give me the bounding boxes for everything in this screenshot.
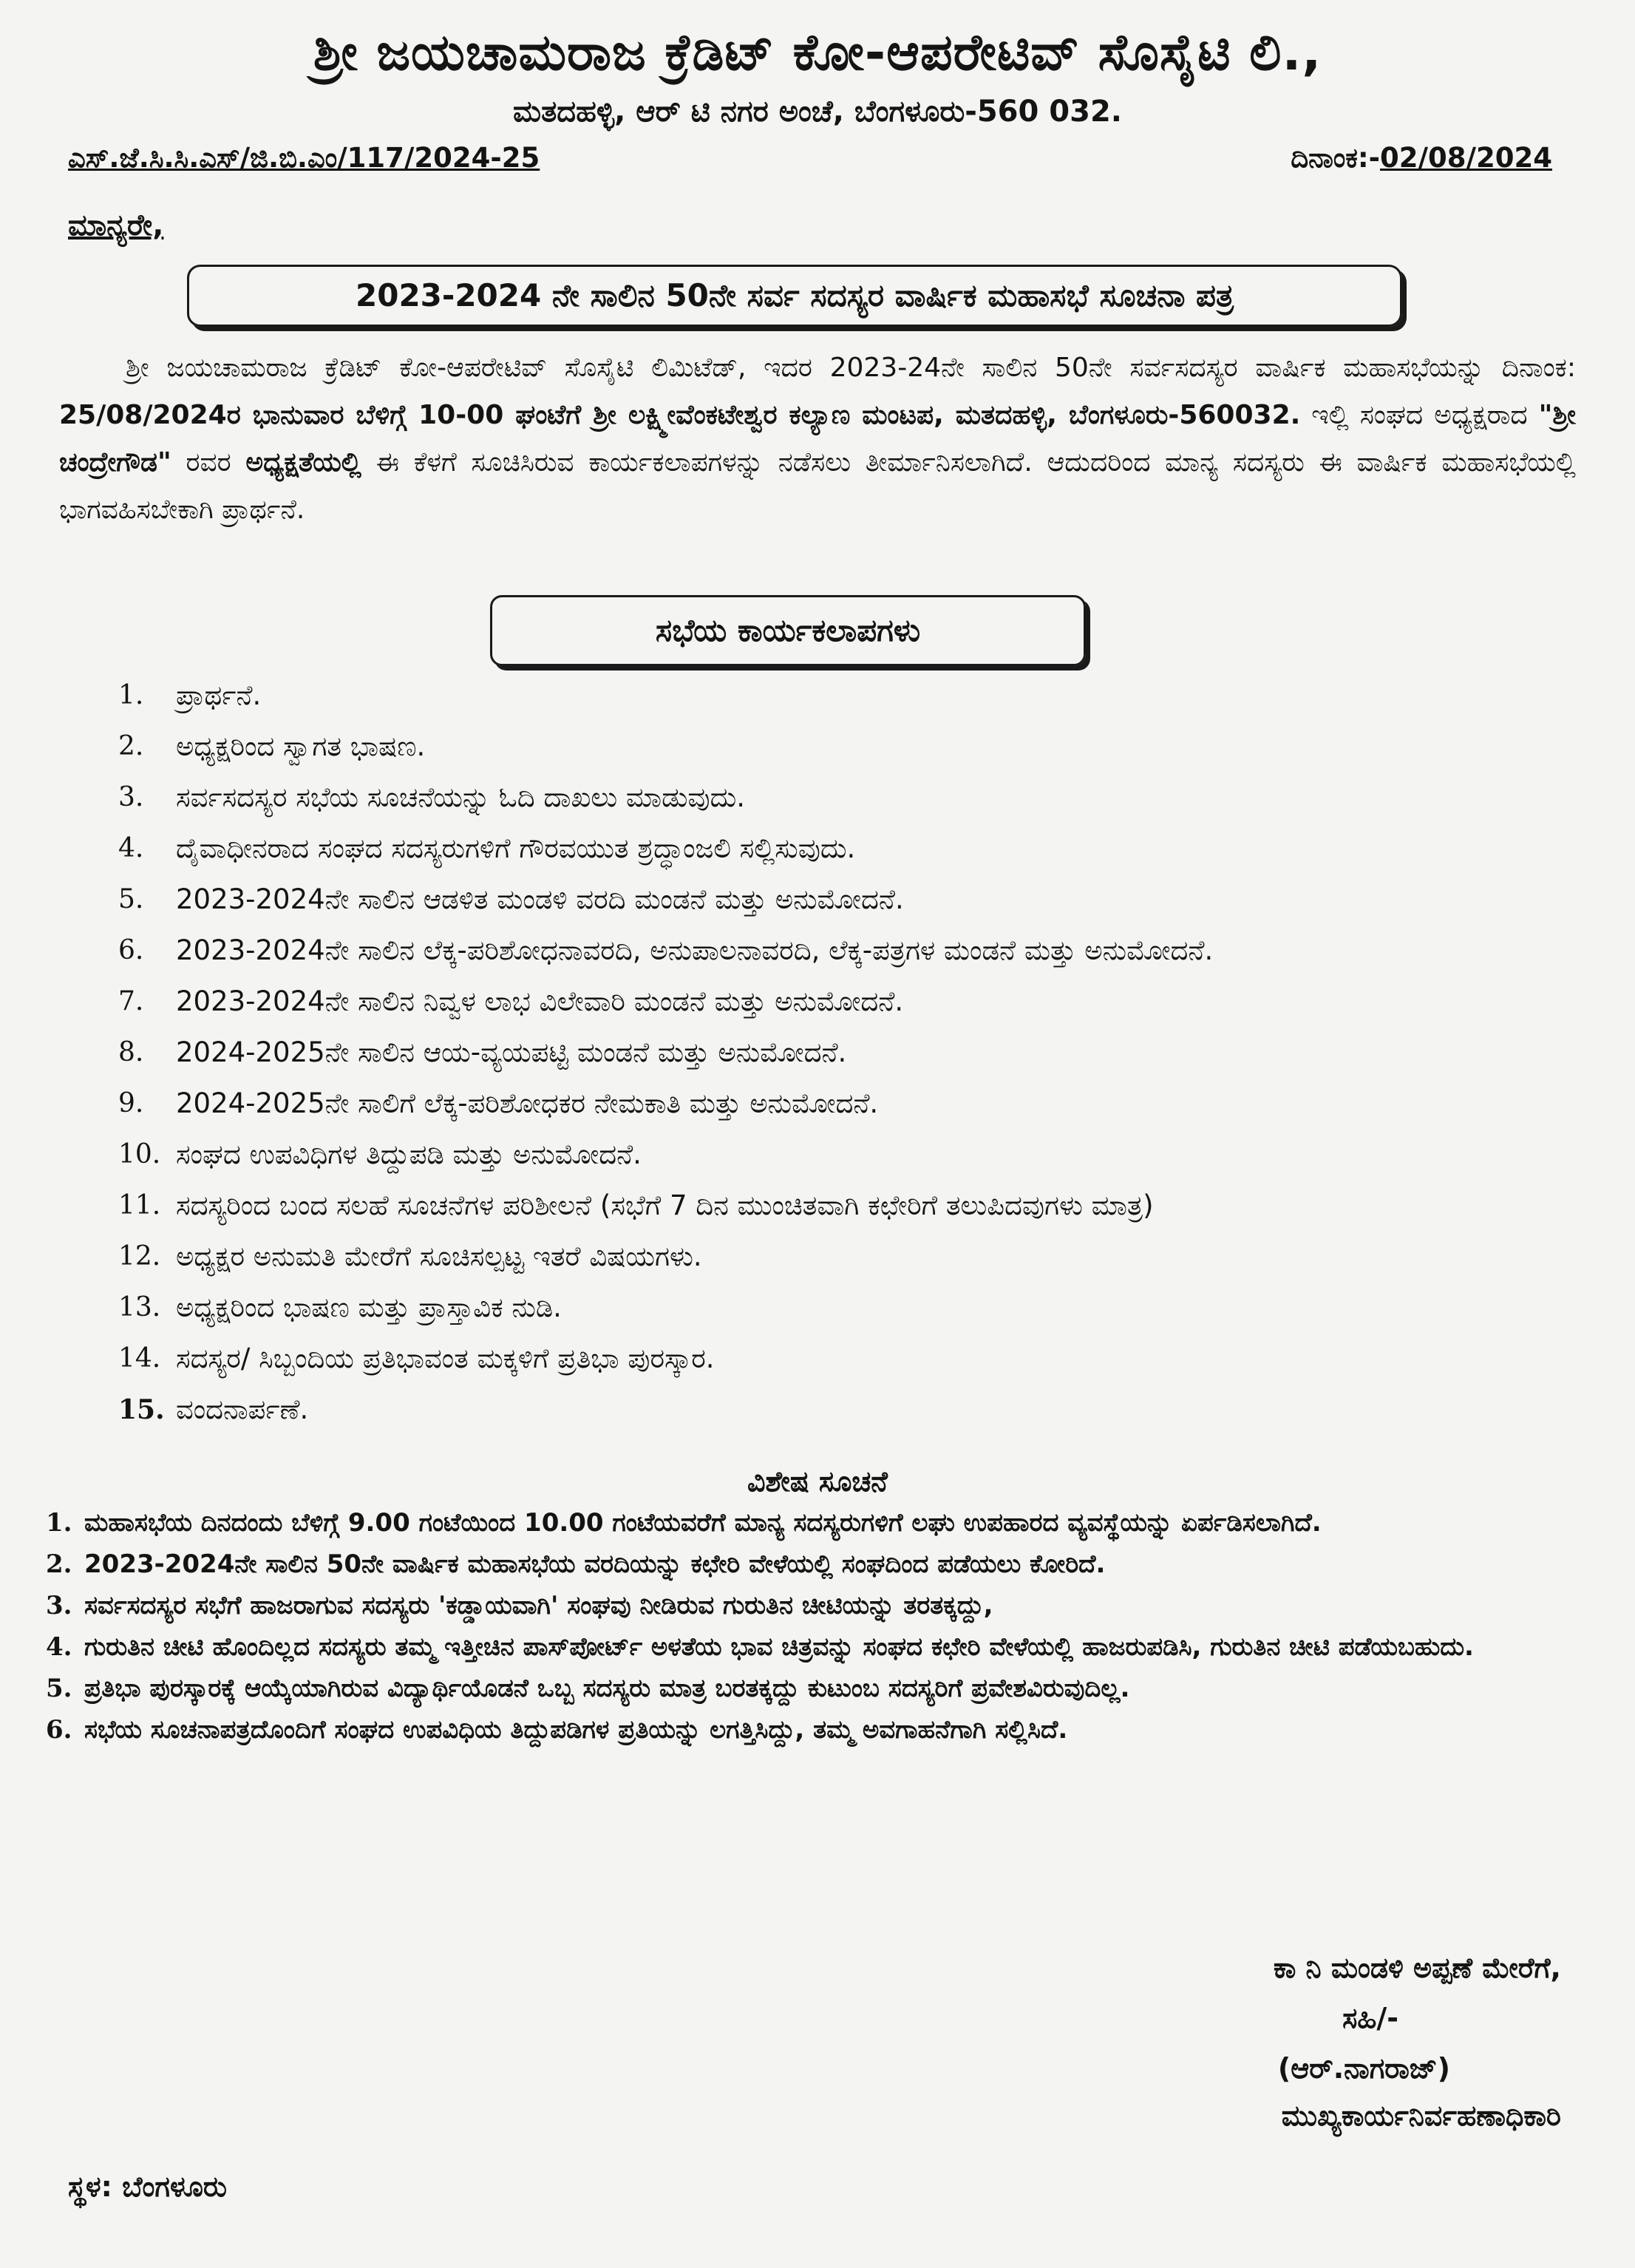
agenda-text: 2023-2024ನೇ ಸಾಲಿನ ಆಡಳಿತ ಮಂಡಳಿ ವರದಿ ಮಂಡನೆ ಮತ್ತು ಅನುಮೋದನೆ.: [176, 883, 904, 915]
intro-text-4: ಈ ಕೆಳಗೆ ಸೂಚಿಸಿರುವ ಕಾರ್ಯಕಲಾಪಗಳನ್ನು ನಡೆಸಲು ತೀರ್ಮಾನಿಸಲಾಗಿದೆ. ಆದುದರಿಂದ ಮಾನ್ಯ ಸದಸ್ಯರು ಈ ವಾರ್ಷಿಕ ಮಹಾಸಭೆಯಲ್ಲಿ ಭಾಗವಹಿಸಬೇಕಾಗಿ ಪ್ರಾರ್ಥನೆ.: [59, 447, 1576, 525]
agenda-number: 8.: [118, 1037, 144, 1067]
agenda-item: [118, 1078, 1597, 1129]
agenda-list: [118, 670, 1597, 1435]
agenda-text: ಸದಸ್ಯರ/ ಸಿಬ್ಬಂದಿಯ ಪ್ರತಿಭಾವಂತ ಮಕ್ಕಳಿಗೆ ಪ್ರತಿಭಾ ಪುರಸ್ಕಾರ.: [176, 1342, 715, 1374]
organization-name: ಶ್ರೀ ಜಯಚಾಮರಾಜ ಕ್ರೆಡಿಟ್ ಕೋ-ಆಪರೇಟಿವ್ ಸೊಸೈಟಿ ಲಿ.,: [313, 24, 1322, 82]
note-item: [46, 1544, 1583, 1585]
date-value: 02/08/2024: [1380, 142, 1552, 174]
agenda-number: 9.: [118, 1088, 144, 1118]
agenda-text: ಸಂಘದ ಉಪವಿಧಿಗಳ ತಿದ್ದುಪಡಿ ಮತ್ತು ಅನುಮೋದನೆ.: [176, 1138, 642, 1170]
agenda-text: ಸದಸ್ಯರಿಂದ ಬಂದ ಸಲಹೆ ಸೂಚನೆಗಳ ಪರಿಶೀಲನೆ (ಸಭೆಗೆ 7 ದಿನ ಮುಂಚಿತವಾಗಿ ಕಛೇರಿಗೆ ತಲುಪಿದವುಗಳು ಮಾತ್ರ): [176, 1189, 1154, 1221]
meeting-date-venue: 25/08/2024ರ ಭಾನುವಾರ ಬೆಳಿಗ್ಗೆ 10-00 ಘಂಟೆಗೆ ಶ್ರೀ ಲಕ್ಷ್ಮೀವೆಂಕಟೇಶ್ವರ ಕಲ್ಯಾಣ ಮಂಟಪ, ಮತದಹಳ್ಳಿ, ಬೆಂಗಳೂರು-560032.: [59, 400, 1301, 430]
agenda-text: 2024-2025ನೇ ಸಾಲಿಗೆ ಲೆಕ್ಕ-ಪರಿಶೋಧಕರ ನೇಮಕಾತಿ ಮತ್ತು ಅನುಮೋದನೆ.: [176, 1087, 879, 1119]
agenda-text: 2024-2025ನೇ ಸಾಲಿನ ಆಯ-ವ್ಯಯಪಟ್ಟಿ ಮಂಡನೆ ಮತ್ತು ಅನುಮೋದನೆ.: [176, 1036, 847, 1068]
agenda-text: 2023-2024ನೇ ಸಾಲಿನ ಲೆಕ್ಕ-ಪರಿಶೋಧನಾವರದಿ, ಅನುಪಾಲನಾವರದಿ, ಲೆಕ್ಕ-ಪತ್ರಗಳ ಮಂಡನೆ ಮತ್ತು ಅನುಮೋದನೆ.: [176, 934, 1214, 966]
organization-address: ಮತದಹಳ್ಳಿ, ಆರ್ ಟಿ ನಗರ ಅಂಚೆ, ಬೆಂಗಳೂರು-560 032.: [513, 95, 1122, 129]
note-number: 1.: [46, 1508, 72, 1538]
note-text: ಸರ್ವಸದಸ್ಯರ ಸಭೆಗೆ ಹಾಜರಾಗುವ ಸದಸ್ಯರು 'ಕಡ್ಡಾಯವಾಗಿ' ಸಂಘವು ನೀಡಿರುವ ಗುರುತಿನ ಚೀಟಿಯನ್ನು ತರತಕ್ಕದ್ದು,: [84, 1591, 993, 1620]
note-item: [46, 1709, 1583, 1751]
agenda-item: [118, 823, 1597, 874]
intro-text-1: ಶ್ರೀ ಜಯಚಾಮರಾಜ ಕ್ರೆಡಿಟ್ ಕೋ-ಆಪರೇಟಿವ್ ಸೊಸೈಟಿ ಲಿಮಿಟೆಡ್, ಇದರ 2023-24ನೇ ಸಾಲಿನ 50ನೇ ಸರ್ವಸದಸ್ಯರ ವಾರ್ಷಿಕ ಮಹಾಸಭೆಯನ್ನು ದಿನಾಂಕ:: [126, 353, 1576, 383]
document-date: [1291, 142, 1552, 174]
agenda-item: [118, 670, 1597, 721]
agenda-item: [118, 1129, 1597, 1180]
agenda-number: 5.: [118, 884, 144, 914]
agenda-number: 11.: [118, 1190, 161, 1220]
note-number: 4.: [46, 1632, 72, 1662]
note-item: [46, 1502, 1583, 1544]
note-text: ಮಹಾಸಭೆಯ ದಿನದಂದು ಬೆಳಿಗ್ಗೆ 9.00 ಗಂಟೆಯಿಂದ 10.00 ಗಂಟೆಯವರೆಗೆ ಮಾನ್ಯ ಸದಸ್ಯರುಗಳಿಗೆ ಲಘು ಉಪಹಾರದ ವ್ಯವಸ್ಥೆಯನ್ನು ಏರ್ಪಡಿಸಲಾಗಿದೆ.: [84, 1508, 1322, 1538]
agenda-item: [118, 976, 1597, 1027]
agenda-item: [118, 1027, 1597, 1078]
agenda-item: [118, 1333, 1597, 1384]
agenda-number: 10.: [118, 1139, 161, 1169]
reference-number: ಎಸ್.ಜೆ.ಸಿ.ಸಿ.ಎಸ್/ಜಿ.ಬಿ.ಎಂ/117/2024-25: [68, 142, 540, 174]
salutation: ಮಾನ್ಯರೇ,: [68, 208, 164, 242]
special-notes-list: [46, 1502, 1583, 1751]
note-text: 2023-2024ನೇ ಸಾಲಿನ 50ನೇ ವಾರ್ಷಿಕ ಮಹಾಸಭೆಯ ವರದಿಯನ್ನು ಕಛೇರಿ ವೇಳೆಯಲ್ಲಿ ಸಂಘದಿಂದ ಪಡೆಯಲು ಕೋರಿದೆ.: [84, 1549, 1106, 1579]
agenda-item: [118, 1282, 1597, 1333]
president-name: "ಶ್ರೀ ಚಂದ್ರೇಗೌಡ": [59, 400, 1576, 478]
note-text: ಗುರುತಿನ ಚೀಟಿ ಹೊಂದಿಲ್ಲದ ಸದಸ್ಯರು ತಮ್ಮ ಇತ್ತೀಚಿನ ಪಾಸ್‌ಪೋರ್ಟ್ ಅಳತೆಯ ಭಾವ ಚಿತ್ರವನ್ನು ಸಂಘದ ಕಛೇರಿ ವೇಳೆಯಲ್ಲಿ ಹಾಜರುಪಡಿಸಿ, ಗುರುತಿನ ಚೀಟಿ ಪಡೆಯಬಹುದು.: [84, 1632, 1474, 1662]
agenda-number: 14.: [118, 1343, 161, 1374]
special-notes-heading: ವಿಶೇಷ ಸೂಚನೆ: [747, 1465, 888, 1498]
agenda-number: 6.: [118, 935, 144, 965]
agenda-number: 1.: [118, 680, 144, 710]
note-number: 2.: [46, 1549, 72, 1579]
signed-mark: ಸಹಿ/-: [1342, 2002, 1398, 2034]
agenda-number: 12.: [118, 1241, 161, 1271]
note-item: [46, 1626, 1583, 1668]
agenda-item: [118, 874, 1597, 925]
presidency-text: ಅಧ್ಯಕ್ಷತೆಯಲ್ಲಿ: [245, 447, 362, 478]
note-item: [46, 1668, 1583, 1709]
agenda-number: 15.: [118, 1393, 165, 1425]
authority-line: ಕಾ ನಿ ಮಂಡಳಿ ಅಪ್ಪಣೆ ಮೇರೆಗೆ,: [1273, 1952, 1561, 1984]
agenda-number: 3.: [118, 782, 144, 812]
signatory-name: (ಆರ್.ನಾಗರಾಜ್): [1277, 2052, 1450, 2085]
agenda-number: 2.: [118, 731, 144, 761]
note-item: [46, 1585, 1583, 1626]
agenda-text: ಅಧ್ಯಕ್ಷರ ಅನುಮತಿ ಮೇರೆಗೆ ಸೂಚಿಸಲ್ಪಟ್ಟ ಇತರೆ ವಿಷಯಗಳು.: [176, 1240, 702, 1272]
notice-title-box: [187, 265, 1402, 327]
note-number: 5.: [46, 1674, 72, 1703]
note-number: 3.: [46, 1591, 72, 1620]
notice-title: 2023-2024 ನೇ ಸಾಲಿನ 50ನೇ ಸರ್ವ ಸದಸ್ಯರ ವಾರ್ಷಿಕ ಮಹಾಸಭೆ ಸೂಚನಾ ಪತ್ರ: [356, 277, 1234, 313]
note-text: ಪ್ರತಿಭಾ ಪುರಸ್ಕಾರಕ್ಕೆ ಆಯ್ಕೆಯಾಗಿರುವ ವಿದ್ಯಾರ್ಥಿಯೊಡನೆ ಒಬ್ಬ ಸದಸ್ಯರು ಮಾತ್ರ ಬರತಕ್ಕದ್ದು ಕುಟುಂಬ ಸದಸ್ಯರಿಗೆ ಪ್ರವೇಶವಿರುವುದಿಲ್ಲ.: [84, 1674, 1130, 1703]
agenda-text: ಅಧ್ಯಕ್ಷರಿಂದ ಸ್ವಾಗತ ಭಾಷಣ.: [176, 730, 426, 762]
agenda-item: [118, 1384, 1597, 1435]
agenda-text: ಪ್ರಾರ್ಥನೆ.: [176, 679, 262, 711]
agenda-item: [118, 721, 1597, 772]
signatory-designation: ಮುಖ್ಯಕಾರ್ಯನಿರ್ವಹಣಾಧಿಕಾರಿ: [1281, 2099, 1561, 2132]
intro-text-3: ರವರ: [171, 447, 246, 478]
agenda-item: [118, 772, 1597, 823]
intro-text-2: ಇಲ್ಲಿ ಸಂಘದ ಅಧ್ಯಕ್ಷರಾದ: [1300, 400, 1539, 430]
agenda-number: 4.: [118, 833, 144, 863]
agenda-text: ವಂದನಾರ್ಪಣೆ.: [176, 1393, 309, 1425]
agenda-number: 7.: [118, 986, 144, 1016]
note-number: 6.: [46, 1715, 72, 1745]
intro-paragraph: [59, 344, 1576, 534]
agenda-heading-box: [490, 595, 1086, 666]
agenda-text: ದೈವಾಧೀನರಾದ ಸಂಘದ ಸದಸ್ಯರುಗಳಿಗೆ ಗೌರವಯುತ ಶ್ರದ್ಧಾಂಜಲಿ ಸಲ್ಲಿಸುವುದು.: [176, 832, 856, 864]
note-text: ಸಭೆಯ ಸೂಚನಾಪತ್ರದೊಂದಿಗೆ ಸಂಘದ ಉಪವಿಧಿಯ ತಿದ್ದುಪಡಿಗಳ ಪ್ರತಿಯನ್ನು ಲಗತ್ತಿಸಿದ್ದು, ತಮ್ಮ ಅವಗಾಹನೆಗಾಗಿ ಸಲ್ಲಿಸಿದೆ.: [84, 1715, 1068, 1745]
agenda-text: ಅಧ್ಯಕ್ಷರಿಂದ ಭಾಷಣ ಮತ್ತು ಪ್ರಾಸ್ತಾವಿಕ ನುಡಿ.: [176, 1291, 562, 1323]
place: ಸ್ಥಳ: ಬೆಂಗಳೂರು: [68, 2170, 228, 2203]
agenda-item: [118, 1231, 1597, 1282]
date-label: ದಿನಾಂಕ:-: [1291, 142, 1381, 174]
agenda-text: 2023-2024ನೇ ಸಾಲಿನ ನಿವ್ವಳ ಲಾಭ ವಿಲೇವಾರಿ ಮಂಡನೆ ಮತ್ತು ಅನುಮೋದನೆ.: [176, 985, 904, 1017]
agenda-heading: ಸಭೆಯ ಕಾರ್ಯಕಲಾಪಗಳು: [655, 612, 921, 648]
agenda-number: 13.: [118, 1292, 161, 1323]
agenda-item: [118, 1180, 1597, 1231]
agenda-text: ಸರ್ವಸದಸ್ಯರ ಸಭೆಯ ಸೂಚನೆಯನ್ನು ಓದಿ ದಾಖಲು ಮಾಡುವುದು.: [176, 781, 746, 813]
agenda-item: [118, 925, 1597, 976]
